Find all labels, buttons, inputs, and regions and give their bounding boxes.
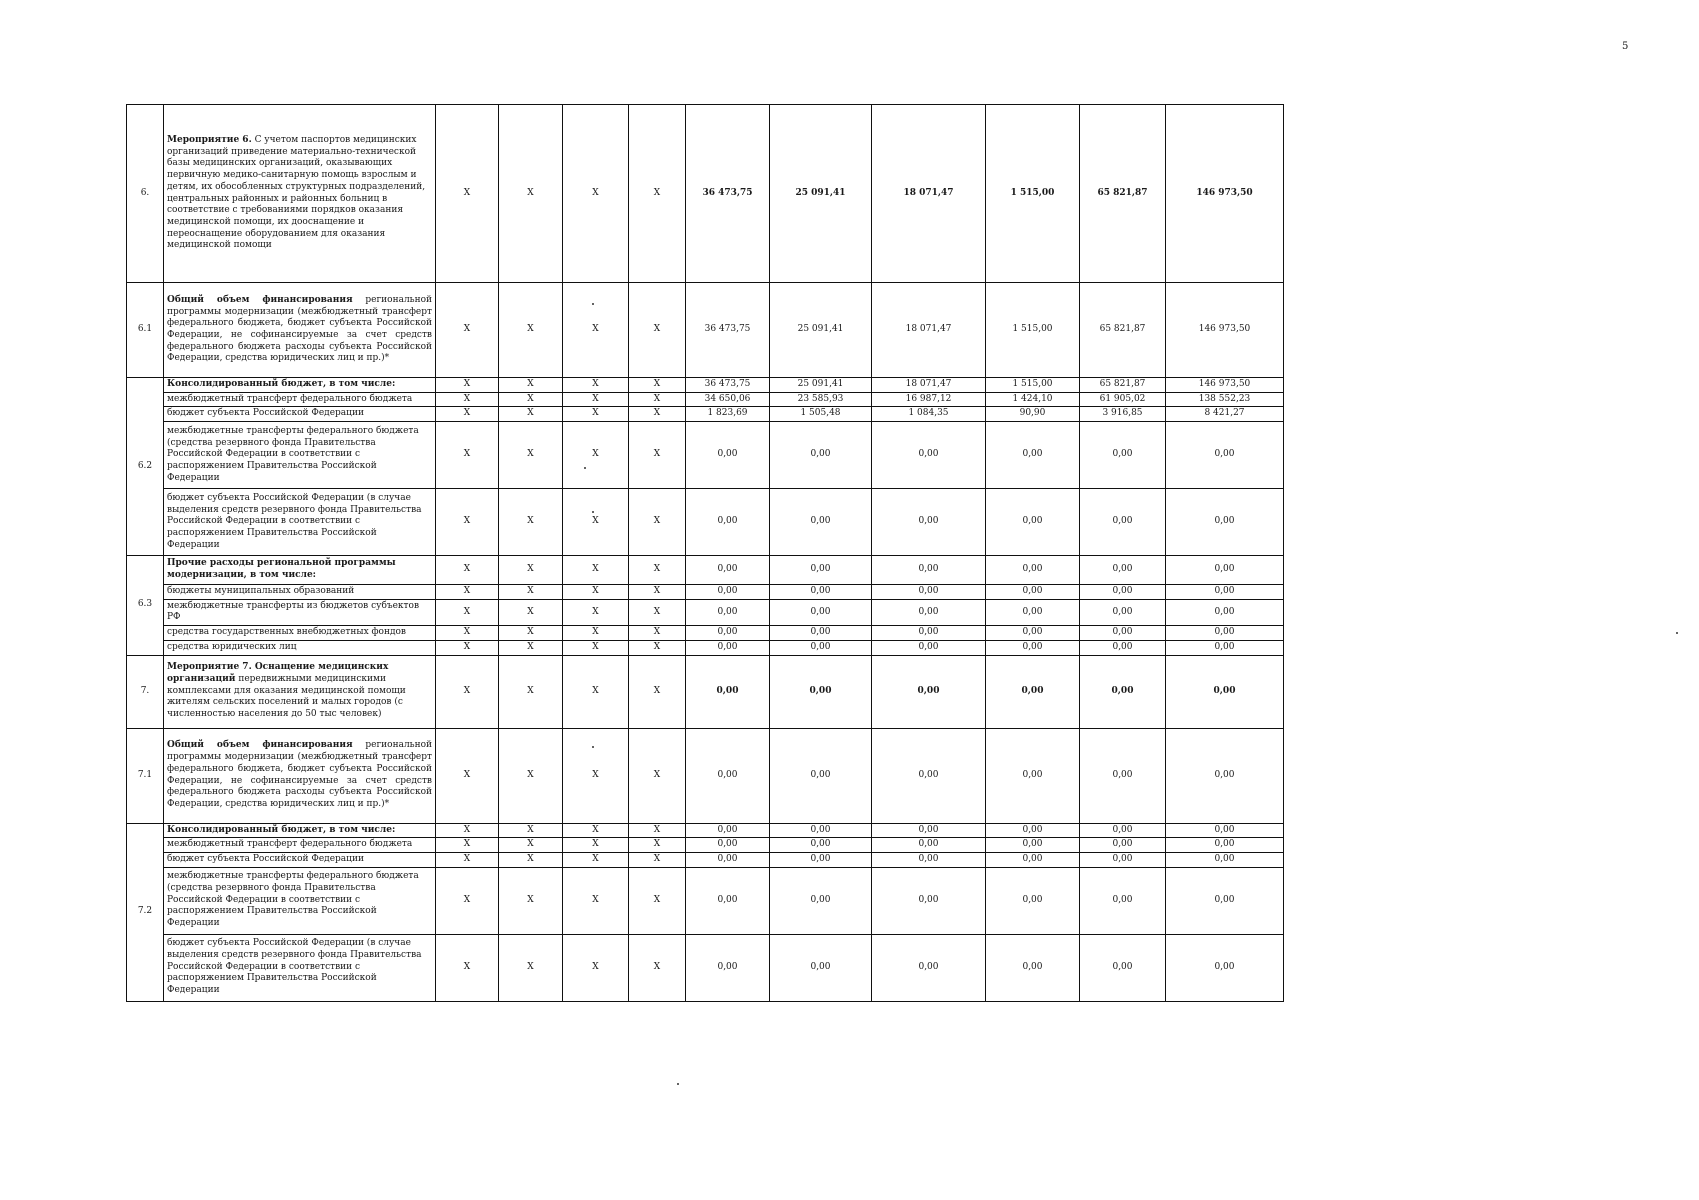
amount-cell: 65 821,87 bbox=[1080, 105, 1166, 283]
amount-cell: 0,00 bbox=[770, 823, 872, 838]
table-row bbox=[127, 283, 1284, 378]
not-applicable-mark: X bbox=[563, 599, 629, 625]
amount-cell: 0,00 bbox=[986, 556, 1080, 585]
not-applicable-mark: X bbox=[563, 728, 629, 823]
scan-dot bbox=[592, 303, 594, 305]
amount-cell: 138 552,23 bbox=[1166, 392, 1284, 407]
amount-cell: 0,00 bbox=[770, 867, 872, 934]
not-applicable-mark: X bbox=[499, 585, 563, 600]
amount-cell: 0,00 bbox=[770, 728, 872, 823]
table-row bbox=[127, 105, 1284, 283]
scan-dot bbox=[1676, 632, 1678, 634]
amount-cell: 0,00 bbox=[686, 934, 770, 1001]
not-applicable-mark: X bbox=[436, 934, 499, 1001]
not-applicable-mark: X bbox=[436, 489, 499, 556]
amount-cell: 0,00 bbox=[986, 489, 1080, 556]
amount-cell: 36 473,75 bbox=[686, 378, 770, 393]
amount-cell: 61 905,02 bbox=[1080, 392, 1166, 407]
amount-cell: 0,00 bbox=[770, 422, 872, 489]
not-applicable-mark: X bbox=[629, 640, 686, 655]
not-applicable-mark: X bbox=[563, 585, 629, 600]
not-applicable-mark: X bbox=[436, 105, 499, 283]
not-applicable-mark: X bbox=[499, 422, 563, 489]
amount-cell: 0,00 bbox=[686, 852, 770, 867]
amount-cell: 1 505,48 bbox=[770, 407, 872, 422]
not-applicable-mark: X bbox=[436, 378, 499, 393]
amount-cell: 0,00 bbox=[872, 626, 986, 641]
not-applicable-mark: X bbox=[563, 838, 629, 853]
description-text: Консолидированный бюджет, в том числе: bbox=[167, 379, 396, 389]
not-applicable-mark: X bbox=[563, 934, 629, 1001]
amount-cell: 0,00 bbox=[770, 640, 872, 655]
amount-cell: 0,00 bbox=[686, 640, 770, 655]
amount-cell: 0,00 bbox=[770, 852, 872, 867]
row-description bbox=[164, 599, 436, 625]
table-row bbox=[127, 556, 1284, 585]
amount-cell: 0,00 bbox=[1166, 655, 1284, 728]
amount-cell: 0,00 bbox=[1080, 867, 1166, 934]
not-applicable-mark: X bbox=[499, 640, 563, 655]
row-description bbox=[164, 626, 436, 641]
table-row bbox=[127, 392, 1284, 407]
amount-cell: 0,00 bbox=[1166, 489, 1284, 556]
amount-cell: 0,00 bbox=[872, 640, 986, 655]
amount-cell: 0,00 bbox=[986, 838, 1080, 853]
amount-cell: 0,00 bbox=[1166, 852, 1284, 867]
not-applicable-mark: X bbox=[629, 599, 686, 625]
table-row bbox=[127, 585, 1284, 600]
amount-cell: 146 973,50 bbox=[1166, 283, 1284, 378]
not-applicable-mark: X bbox=[629, 852, 686, 867]
amount-cell: 0,00 bbox=[1080, 489, 1166, 556]
amount-cell: 25 091,41 bbox=[770, 105, 872, 283]
scan-dot bbox=[592, 746, 594, 748]
amount-cell: 0,00 bbox=[986, 640, 1080, 655]
not-applicable-mark: X bbox=[563, 489, 629, 556]
amount-cell: 1 515,00 bbox=[986, 283, 1080, 378]
amount-cell: 18 071,47 bbox=[872, 105, 986, 283]
amount-cell: 0,00 bbox=[872, 489, 986, 556]
not-applicable-mark: X bbox=[436, 823, 499, 838]
amount-cell: 0,00 bbox=[770, 838, 872, 853]
row-number: 7.1 bbox=[127, 728, 164, 823]
amount-cell: 0,00 bbox=[872, 852, 986, 867]
row-description bbox=[164, 655, 436, 728]
description-text: бюджет субъекта Российской Федерации bbox=[167, 853, 364, 864]
table-body bbox=[127, 105, 1284, 1002]
amount-cell: 0,00 bbox=[872, 838, 986, 853]
amount-cell: 0,00 bbox=[872, 823, 986, 838]
description-text: передвижными медицинскими комплексами для оказания медицинской помощи жителям сельских поселений и малых городов (с численностью населения до 50 тыс человек) bbox=[167, 673, 406, 720]
description-text: региональной программы модернизации (межбюджетный трансферт федерального бюджета, бюджет субъекта Российской Федерации, не софинансируемые за счет средств федерального бюджета расходы субъекта Российской Федерации, средства юридических лиц и пр.)* bbox=[167, 740, 432, 809]
not-applicable-mark: X bbox=[629, 392, 686, 407]
table-row bbox=[127, 867, 1284, 934]
amount-cell: 0,00 bbox=[1080, 422, 1166, 489]
row-description bbox=[164, 105, 436, 283]
scan-dot bbox=[584, 467, 586, 469]
not-applicable-mark: X bbox=[629, 556, 686, 585]
amount-cell: 146 973,50 bbox=[1166, 378, 1284, 393]
table-row bbox=[127, 489, 1284, 556]
amount-cell: 1 424,10 bbox=[986, 392, 1080, 407]
amount-cell: 0,00 bbox=[770, 655, 872, 728]
amount-cell: 0,00 bbox=[1080, 934, 1166, 1001]
row-description bbox=[164, 934, 436, 1001]
amount-cell: 0,00 bbox=[872, 655, 986, 728]
amount-cell: 0,00 bbox=[686, 585, 770, 600]
not-applicable-mark: X bbox=[563, 640, 629, 655]
row-description bbox=[164, 407, 436, 422]
amount-cell: 34 650,06 bbox=[686, 392, 770, 407]
not-applicable-mark: X bbox=[499, 599, 563, 625]
row-description bbox=[164, 867, 436, 934]
scan-dot bbox=[592, 511, 594, 513]
table-row bbox=[127, 838, 1284, 853]
not-applicable-mark: X bbox=[436, 640, 499, 655]
not-applicable-mark: X bbox=[563, 407, 629, 422]
not-applicable-mark: X bbox=[436, 626, 499, 641]
amount-cell: 0,00 bbox=[1166, 823, 1284, 838]
not-applicable-mark: X bbox=[499, 626, 563, 641]
amount-cell: 0,00 bbox=[770, 934, 872, 1001]
amount-cell: 0,00 bbox=[686, 626, 770, 641]
not-applicable-mark: X bbox=[629, 489, 686, 556]
description-text: межбюджетные трансферты федерального бюджета (средства резервного фонда Правительства Российской Федерации в соответствии с распоряжением Правительства Российской Федерации bbox=[167, 425, 419, 483]
row-description bbox=[164, 728, 436, 823]
description-text: средства государственных внебюджетных фондов bbox=[167, 627, 406, 638]
description-text: Мероприятие 6. bbox=[167, 135, 252, 146]
amount-cell: 0,00 bbox=[1080, 655, 1166, 728]
amount-cell: 0,00 bbox=[1166, 867, 1284, 934]
amount-cell: 0,00 bbox=[1166, 626, 1284, 641]
amount-cell: 0,00 bbox=[770, 585, 872, 600]
amount-cell: 0,00 bbox=[686, 838, 770, 853]
not-applicable-mark: X bbox=[436, 852, 499, 867]
not-applicable-mark: X bbox=[629, 407, 686, 422]
amount-cell: 0,00 bbox=[1166, 556, 1284, 585]
not-applicable-mark: X bbox=[629, 283, 686, 378]
table-row bbox=[127, 599, 1284, 625]
description-text: бюджет субъекта Российской Федерации bbox=[167, 408, 364, 419]
amount-cell: 0,00 bbox=[986, 422, 1080, 489]
amount-cell: 0,00 bbox=[872, 867, 986, 934]
amount-cell: 0,00 bbox=[1166, 838, 1284, 853]
amount-cell: 0,00 bbox=[1166, 585, 1284, 600]
not-applicable-mark: X bbox=[499, 934, 563, 1001]
amount-cell: 0,00 bbox=[770, 489, 872, 556]
row-description bbox=[164, 422, 436, 489]
amount-cell: 0,00 bbox=[770, 626, 872, 641]
amount-cell: 1 084,35 bbox=[872, 407, 986, 422]
not-applicable-mark: X bbox=[563, 392, 629, 407]
not-applicable-mark: X bbox=[563, 283, 629, 378]
amount-cell: 0,00 bbox=[872, 728, 986, 823]
not-applicable-mark: X bbox=[629, 823, 686, 838]
amount-cell: 0,00 bbox=[1080, 626, 1166, 641]
not-applicable-mark: X bbox=[563, 105, 629, 283]
row-description bbox=[164, 838, 436, 853]
not-applicable-mark: X bbox=[499, 867, 563, 934]
amount-cell: 36 473,75 bbox=[686, 105, 770, 283]
row-number: 6.1 bbox=[127, 283, 164, 378]
not-applicable-mark: X bbox=[563, 655, 629, 728]
row-description bbox=[164, 283, 436, 378]
table-row bbox=[127, 640, 1284, 655]
not-applicable-mark: X bbox=[499, 407, 563, 422]
amount-cell: 0,00 bbox=[872, 585, 986, 600]
row-number: 6.3 bbox=[127, 556, 164, 655]
amount-cell: 0,00 bbox=[686, 599, 770, 625]
table-row bbox=[127, 422, 1284, 489]
table-row bbox=[127, 626, 1284, 641]
description-text: межбюджетный трансферт федерального бюджета bbox=[167, 393, 413, 404]
row-description bbox=[164, 640, 436, 655]
amount-cell: 0,00 bbox=[872, 934, 986, 1001]
amount-cell: 0,00 bbox=[686, 867, 770, 934]
not-applicable-mark: X bbox=[436, 599, 499, 625]
not-applicable-mark: X bbox=[499, 852, 563, 867]
not-applicable-mark: X bbox=[629, 378, 686, 393]
not-applicable-mark: X bbox=[436, 585, 499, 600]
table-row bbox=[127, 852, 1284, 867]
not-applicable-mark: X bbox=[629, 105, 686, 283]
not-applicable-mark: X bbox=[436, 556, 499, 585]
description-text: региональной программы модернизации (межбюджетный трансферт федерального бюджета, бюджет субъекта Российской Федерации, не софинансируемые за счет средств федерального бюджета расходы субъекта Российской Федерации, средства юридических лиц и пр.)* bbox=[167, 294, 432, 364]
amount-cell: 0,00 bbox=[872, 599, 986, 625]
not-applicable-mark: X bbox=[499, 105, 563, 283]
not-applicable-mark: X bbox=[499, 838, 563, 853]
amount-cell: 0,00 bbox=[1080, 556, 1166, 585]
not-applicable-mark: X bbox=[499, 728, 563, 823]
amount-cell: 0,00 bbox=[986, 728, 1080, 823]
amount-cell: 0,00 bbox=[986, 655, 1080, 728]
amount-cell: 65 821,87 bbox=[1080, 283, 1166, 378]
row-description bbox=[164, 852, 436, 867]
not-applicable-mark: X bbox=[499, 378, 563, 393]
not-applicable-mark: X bbox=[499, 556, 563, 585]
amount-cell: 0,00 bbox=[1080, 585, 1166, 600]
not-applicable-mark: X bbox=[499, 392, 563, 407]
not-applicable-mark: X bbox=[563, 556, 629, 585]
not-applicable-mark: X bbox=[436, 728, 499, 823]
not-applicable-mark: X bbox=[563, 852, 629, 867]
amount-cell: 0,00 bbox=[686, 823, 770, 838]
description-text: бюджет субъекта Российской Федерации (в случае выделения средств резервного фонда Правительства Российской Федерации в соответствии с распоряжением Правительства Российской Федерации bbox=[167, 938, 422, 996]
row-description bbox=[164, 823, 436, 838]
amount-cell: 1 515,00 bbox=[986, 378, 1080, 393]
not-applicable-mark: X bbox=[499, 283, 563, 378]
row-description bbox=[164, 392, 436, 407]
amount-cell: 23 585,93 bbox=[770, 392, 872, 407]
description-text: межбюджетный трансферт федерального бюджета bbox=[167, 839, 413, 850]
amount-cell: 0,00 bbox=[872, 422, 986, 489]
not-applicable-mark: X bbox=[499, 655, 563, 728]
amount-cell: 0,00 bbox=[770, 599, 872, 625]
row-number: 7. bbox=[127, 655, 164, 728]
amount-cell: 0,00 bbox=[986, 934, 1080, 1001]
description-text: бюджет субъекта Российской Федерации (в случае выделения средств резервного фонда Правительства Российской Федерации в соответствии с распоряжением Правительства Российской Федерации bbox=[167, 492, 422, 550]
amount-cell: 0,00 bbox=[1080, 852, 1166, 867]
table-row bbox=[127, 378, 1284, 393]
amount-cell: 0,00 bbox=[686, 489, 770, 556]
amount-cell: 0,00 bbox=[686, 556, 770, 585]
description-text: межбюджетные трансферты из бюджетов субъектов РФ bbox=[167, 600, 420, 623]
not-applicable-mark: X bbox=[629, 838, 686, 853]
not-applicable-mark: X bbox=[563, 422, 629, 489]
not-applicable-mark: X bbox=[629, 626, 686, 641]
table-row bbox=[127, 934, 1284, 1001]
amount-cell: 0,00 bbox=[686, 728, 770, 823]
amount-cell: 0,00 bbox=[986, 599, 1080, 625]
amount-cell: 0,00 bbox=[1166, 728, 1284, 823]
row-description bbox=[164, 489, 436, 556]
description-text: бюджеты муниципальных образований bbox=[167, 586, 355, 597]
amount-cell: 18 071,47 bbox=[872, 378, 986, 393]
amount-cell: 0,00 bbox=[1080, 728, 1166, 823]
amount-cell: 0,00 bbox=[770, 556, 872, 585]
amount-cell: 0,00 bbox=[986, 852, 1080, 867]
amount-cell: 0,00 bbox=[1166, 599, 1284, 625]
not-applicable-mark: X bbox=[499, 823, 563, 838]
description-text: С учетом паспортов медицинских организаций приведение материально-технической базы медицинских организаций, оказывающих первичную медико-санитарную помощь взрослым и детям, их обособленных структурных подразделений, центральных районных и районных больниц в соответствие с требованиями порядков оказания медицинской помощи, их дооснащение и переоснащение оборудованием для оказания медицинской помощи bbox=[167, 135, 426, 251]
amount-cell: 0,00 bbox=[986, 823, 1080, 838]
description-text: средства юридических лиц bbox=[167, 641, 297, 652]
not-applicable-mark: X bbox=[436, 838, 499, 853]
not-applicable-mark: X bbox=[563, 823, 629, 838]
amount-cell: 0,00 bbox=[686, 655, 770, 728]
description-text: Мероприятие 7. Оснащение медицинских организаций bbox=[167, 662, 389, 684]
amount-cell: 0,00 bbox=[1166, 934, 1284, 1001]
table-row bbox=[127, 407, 1284, 422]
row-number: 6. bbox=[127, 105, 164, 283]
amount-cell: 8 421,27 bbox=[1166, 407, 1284, 422]
amount-cell: 16 987,12 bbox=[872, 392, 986, 407]
not-applicable-mark: X bbox=[436, 655, 499, 728]
amount-cell: 25 091,41 bbox=[770, 378, 872, 393]
amount-cell: 0,00 bbox=[1080, 838, 1166, 853]
table-row bbox=[127, 655, 1284, 728]
table-row bbox=[127, 728, 1284, 823]
description-text: межбюджетные трансферты федерального бюджета (средства резервного фонда Правительства Российской Федерации в соответствии с распоряжением Правительства Российской Федерации bbox=[167, 871, 419, 929]
amount-cell: 0,00 bbox=[1080, 599, 1166, 625]
amount-cell: 0,00 bbox=[1166, 422, 1284, 489]
not-applicable-mark: X bbox=[436, 407, 499, 422]
row-number: 6.2 bbox=[127, 378, 164, 556]
amount-cell: 36 473,75 bbox=[686, 283, 770, 378]
description-text: Консолидированный бюджет, в том числе: bbox=[167, 824, 396, 835]
amount-cell: 0,00 bbox=[1080, 640, 1166, 655]
amount-cell: 3 916,85 bbox=[1080, 407, 1166, 422]
amount-cell: 0,00 bbox=[1080, 823, 1166, 838]
not-applicable-mark: X bbox=[563, 867, 629, 934]
not-applicable-mark: X bbox=[563, 378, 629, 393]
not-applicable-mark: X bbox=[436, 392, 499, 407]
not-applicable-mark: X bbox=[629, 585, 686, 600]
not-applicable-mark: X bbox=[436, 283, 499, 378]
page-number: 5 bbox=[1622, 41, 1629, 52]
amount-cell: 146 973,50 bbox=[1166, 105, 1284, 283]
amount-cell: 65 821,87 bbox=[1080, 378, 1166, 393]
amount-cell: 18 071,47 bbox=[872, 283, 986, 378]
not-applicable-mark: X bbox=[499, 489, 563, 556]
description-text: Прочие расходы региональной программы модернизации, в том числе: bbox=[167, 558, 396, 581]
row-number: 7.2 bbox=[127, 823, 164, 1001]
row-description bbox=[164, 378, 436, 393]
amount-cell: 0,00 bbox=[986, 626, 1080, 641]
amount-cell: 0,00 bbox=[872, 556, 986, 585]
amount-cell: 90,90 bbox=[986, 407, 1080, 422]
financing-table bbox=[126, 104, 1284, 1002]
description-text: Общий объем финансирования bbox=[167, 294, 353, 305]
not-applicable-mark: X bbox=[629, 728, 686, 823]
scan-dot bbox=[677, 1083, 679, 1085]
row-description bbox=[164, 585, 436, 600]
amount-cell: 0,00 bbox=[986, 867, 1080, 934]
amount-cell: 0,00 bbox=[1166, 640, 1284, 655]
not-applicable-mark: X bbox=[436, 867, 499, 934]
description-text: Общий объем финансирования bbox=[167, 740, 353, 751]
not-applicable-mark: X bbox=[563, 626, 629, 641]
not-applicable-mark: X bbox=[629, 655, 686, 728]
amount-cell: 25 091,41 bbox=[770, 283, 872, 378]
row-description bbox=[164, 556, 436, 585]
amount-cell: 1 515,00 bbox=[986, 105, 1080, 283]
not-applicable-mark: X bbox=[436, 422, 499, 489]
amount-cell: 1 823,69 bbox=[686, 407, 770, 422]
table-row bbox=[127, 823, 1284, 838]
not-applicable-mark: X bbox=[629, 422, 686, 489]
amount-cell: 0,00 bbox=[986, 585, 1080, 600]
not-applicable-mark: X bbox=[629, 934, 686, 1001]
amount-cell: 0,00 bbox=[686, 422, 770, 489]
not-applicable-mark: X bbox=[629, 867, 686, 934]
